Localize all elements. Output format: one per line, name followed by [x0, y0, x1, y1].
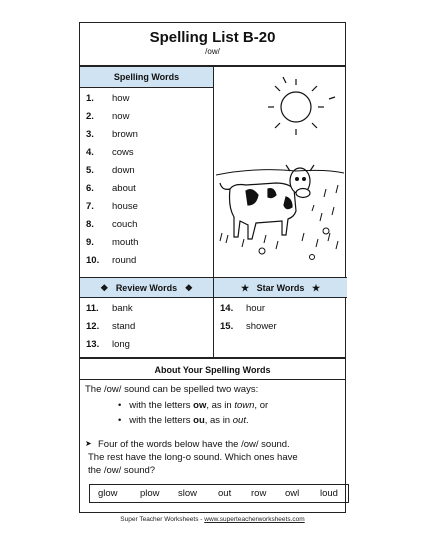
bullet-item: • with the letters ou, as in out. [118, 415, 249, 426]
word-choice: slow [178, 488, 198, 499]
review-words-header: ❖ Review Words ❖ [80, 278, 213, 298]
spelling-words-header: Spelling Words [80, 67, 213, 88]
about-title: About Your Spelling Words [154, 365, 271, 375]
task-line: Four of the words below have the /ow/ sound. [98, 439, 290, 450]
about-intro: The /ow/ sound can be spelled two ways: [85, 384, 259, 395]
word-choice: glow [98, 488, 118, 499]
word-choice: loud [320, 488, 338, 499]
cow-illustration [216, 71, 344, 275]
sun-icon [268, 77, 335, 135]
word-choice: row [251, 488, 267, 499]
column-divider [213, 67, 214, 359]
arrow-icon: ➤ [85, 439, 92, 448]
star-icon: ★ [311, 283, 321, 293]
task-line: the /ow/ sound? [88, 465, 156, 476]
page-subtitle: /ow/ [205, 47, 220, 56]
diamond-icon: ❖ [100, 283, 109, 293]
task-line: The rest have the long-o sound. Which ones have [88, 452, 298, 463]
star-icon: ★ [240, 283, 250, 293]
title-box [79, 22, 346, 66]
word-choice: plow [140, 488, 160, 499]
diamond-icon: ❖ [184, 283, 193, 293]
footer: Super Teacher Worksheets - www.superteacherworksheets.com [120, 516, 305, 523]
page-title: Spelling List B-20 [149, 29, 276, 46]
about-divider [80, 379, 345, 380]
spelling-list-box: Spelling Words ❖ Review Words ❖ ★ Star Words ★ 1. how 2. now 3. brown 4. cows 5. down 6. about 7. house 8. couch 9. mouth 10. round 11. bank 12. stand 13. long 14. hour 15. shower [79, 66, 346, 358]
word-choice-box [89, 484, 349, 503]
cow-icon [220, 165, 314, 239]
word-choice: out [218, 488, 232, 499]
footer-link[interactable]: www.superteacherworksheets.com [204, 516, 305, 523]
bullet-item: • with the letters ow, as in town, or [118, 400, 269, 411]
word-choice: owl [285, 488, 300, 499]
star-words-header: ★ Star Words ★ [214, 278, 347, 298]
